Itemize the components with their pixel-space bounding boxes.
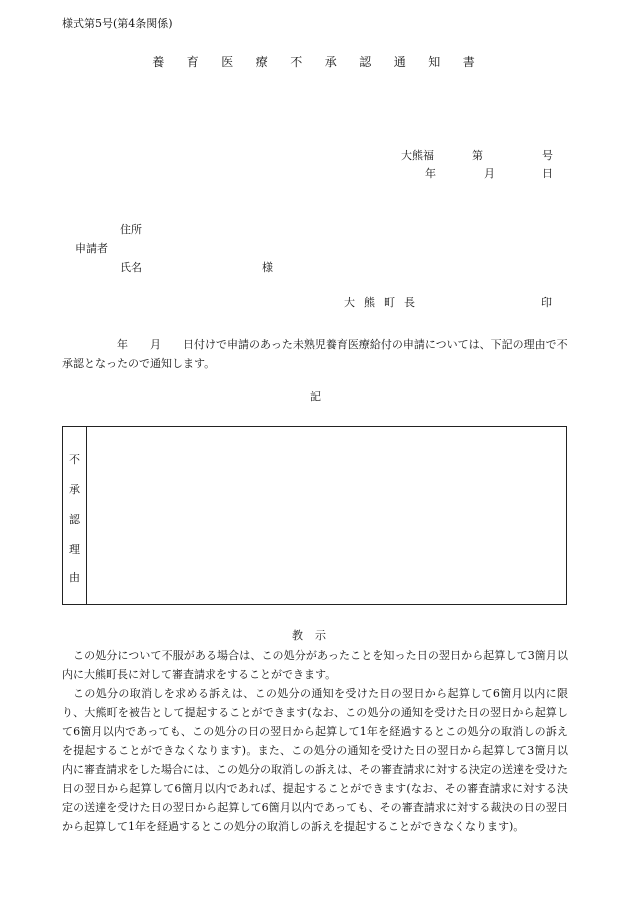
title-char: 認 <box>359 55 375 69</box>
date-month: 月 <box>484 167 495 180</box>
date-year: 年 <box>425 167 436 180</box>
name-label: 氏名 <box>120 261 142 274</box>
title-char: 承 <box>324 55 340 69</box>
reason-label-char: 認 <box>69 513 80 526</box>
date-day: 日 <box>542 167 553 180</box>
address-label: 住所 <box>120 223 142 236</box>
title-char: 不 <box>290 55 306 69</box>
honorific-sama: 様 <box>262 261 273 274</box>
notice-body: 年 月 日付けで申請のあった未熟児養育医療給付の申請については、下記の理由で不承認となったので通知します。 <box>62 338 568 370</box>
title-char: 知 <box>428 55 444 69</box>
reason-box <box>62 426 567 605</box>
ki-label: 記 <box>310 390 321 403</box>
title-char: 療 <box>255 55 271 69</box>
reason-label-char: 由 <box>69 571 80 584</box>
reason-label-char: 理 <box>69 543 80 556</box>
title-char: 通 <box>393 55 409 69</box>
seal-mark: 印 <box>541 296 552 309</box>
instruction-paragraph-1: この処分について不服がある場合は、この処分があったことを知った日の翌日から起算して3箇月以内に大熊町長に対して審査請求をすることができます。 <box>62 649 568 681</box>
reason-content-area[interactable] <box>88 427 566 604</box>
reason-label-char: 承 <box>69 483 80 496</box>
title-char: 育 <box>186 55 202 69</box>
applicant-label: 申請者 <box>75 242 108 255</box>
reason-label-char: 不 <box>69 453 80 466</box>
issuer-mayor: 大熊町長 <box>344 296 424 309</box>
document-number-prefix: 大熊福 <box>401 149 434 162</box>
title-char: 医 <box>221 55 237 69</box>
reason-label-column <box>63 427 87 604</box>
title-char: 書 <box>462 55 478 69</box>
document-number-dai: 第 <box>472 149 483 162</box>
instruction-paragraph-2: この処分の取消しを求める訴えは、この処分の通知を受けた日の翌日から起算して6箇月以内に限り、大熊町を被告として提起することができます(なお、この処分の通知を受けた日の翌日から起算して6箇月以内であっても、この処分の日の翌日から起算して1年を経過するとこの処分の取消しの訴えを提起することができなくなります)。また、この処分の通知を受けた日の翌日から起算して3箇月以内に審査請求をした場合には、この処分の取消しの訴えは、その審査請求に対する決定の送達を受けた日の翌日から起算して6箇月以内であれば、提起することができます(なお、その審査請求に対する決定の送達を受けた日の翌日から起算して6箇月以内であっても、その審査請求に対する裁決の日の翌日から起算して1年を経過するとこの処分の取消しの訴えを提起することができなくなります)。 <box>62 687 568 833</box>
document-number-go: 号 <box>542 149 553 162</box>
document-title <box>62 55 568 69</box>
instruction-title: 教示 <box>292 629 338 642</box>
title-char: 養 <box>152 55 168 69</box>
form-number-label: 様式第5号(第4条関係) <box>62 17 173 30</box>
